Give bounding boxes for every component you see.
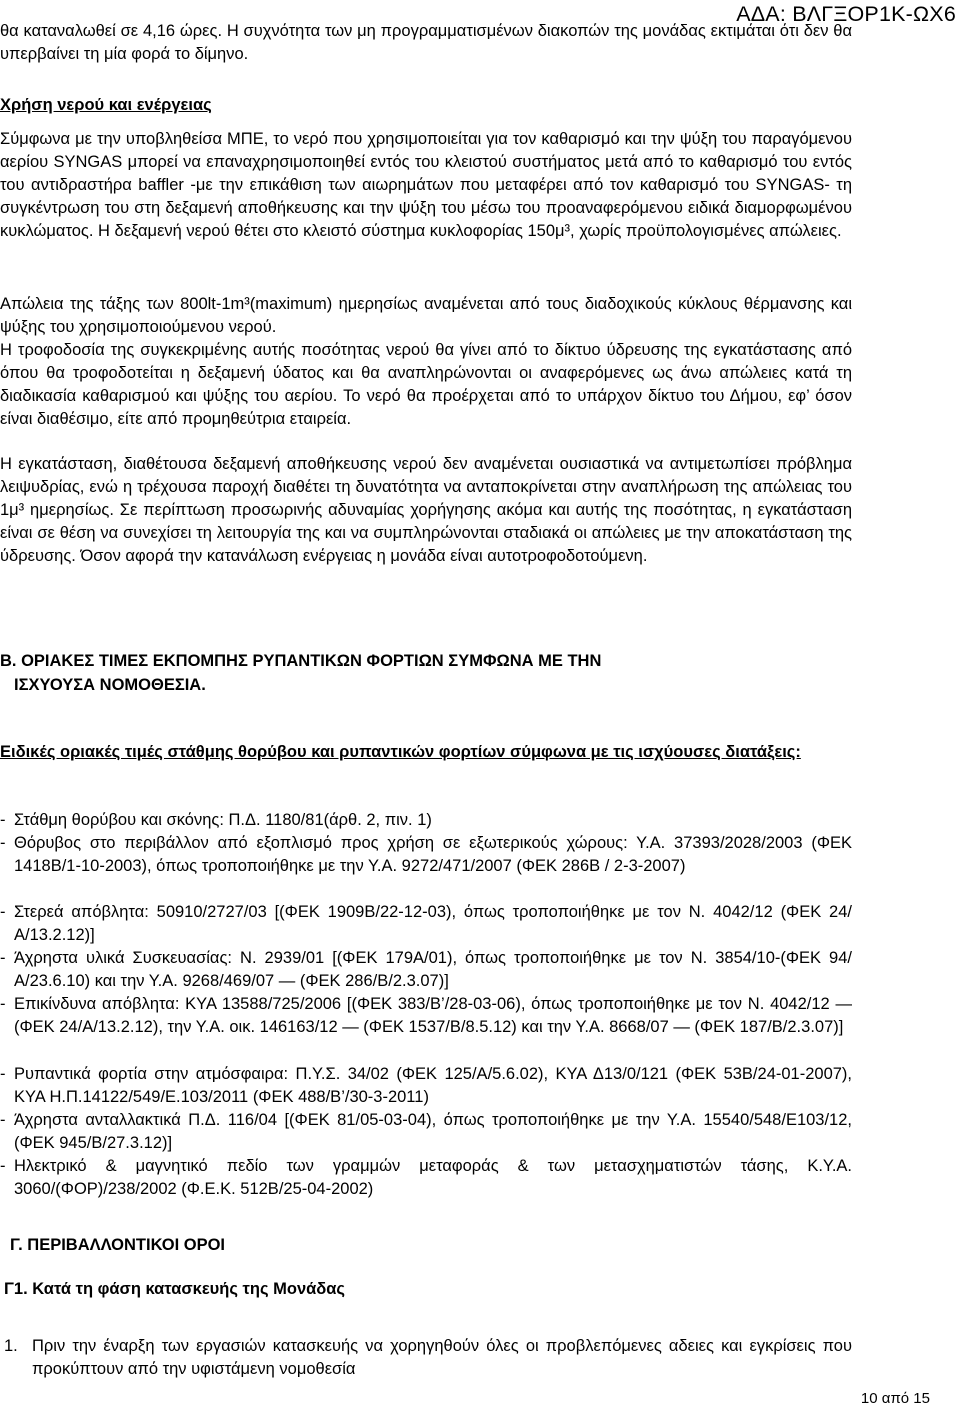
list-item: - Άχρηστα υλικά Συσκευασίας: Ν. 2939/01 [(ΦΕΚ 179Α/01), όπως τροποποιήθηκε με τον Ν. 3854/10-(ΦΕΚ 94/Α/23.6.10) και την Υ.Α. 9268/469/07 — (ΦΕΚ 286/Β/2.3.07)] [0,947,852,993]
section-b-title-line2: ΙΣΧΥΟΥΣΑ ΝΟΜΟΘΕΣΙΑ. [14,676,206,694]
list-item: - Στερεά απόβλητα: 50910/2727/03 [(ΦΕΚ 1909Β/22-12-03), όπως τροποποιήθηκε με τον Ν. 4042/12 (ΦΕΚ 24/Α/13.2.12)] [0,901,852,947]
list-item-text: Άχρηστα ανταλλακτικά Π.Δ. 116/04 [(ΦΕΚ 81/05-03-04), όπως τροποποιήθηκε με την Υ.Α. 15540/548/Ε103/12, (ΦΕΚ 945/Β/27.3.12)] [14,1111,852,1152]
list-item-text: Άχρηστα υλικά Συσκευασίας: Ν. 2939/01 [(ΦΕΚ 179Α/01), όπως τροποποιήθηκε με τον Ν. 3854/10-(ΦΕΚ 94/Α/23.6.10) και την Υ.Α. 9268/469/07 — (ΦΕΚ 286/Β/2.3.07)] [14,949,852,990]
list-item-text: Ηλεκτρικό & μαγνητικό πεδίο των γραμμών μεταφοράς & των μετασχηματιστών τάσης, Κ.Υ.Α. 3060/(ΦΟΡ)/238/2002 (Φ.Ε.Κ. 512Β/25-04-2002) [14,1157,852,1198]
water-energy-title: Χρήση νερού και ενέργειας [0,96,212,114]
list-item: - Άχρηστα ανταλλακτικά Π.Δ. 116/04 [(ΦΕΚ 81/05-03-04), όπως τροποποιήθηκε με την Υ.Α. 15540/548/Ε103/12, (ΦΕΚ 945/Β/27.3.12)] [0,1109,852,1155]
section-c1-title: Γ1. Κατά τη φάση κατασκευής της Μονάδας [4,1280,345,1298]
water-paragraph-1: Σύμφωνα με την υποβληθείσα ΜΠΕ, το νερό που χρησιμοποιείται για τον καθαρισμό και την ψύξη του παραγόμενου αερίου SYNGAS μπορεί να επαναχρησιμοποιηθεί εντός του κλειστού συστήματος μετά από το καθαρισμό του εντός του αντιδραστήρα baffler -με την επικάθιση των αιωρημάτων που μεταφέρει από τον καθαρισμό του SYNGAS- τη συγκέντρωση του στη δεξαμενή αποθήκευσης και την ψύξη του μέσω του προαναφερόμενου ειδικά διαμορφωμένου κυκλώματος. Η δεξαμενή νερού θέτει στο κλειστό σύστημα κυκλοφορίας 150μ³, χωρίς προϋπολογισμένες απώλειες. [0,130,852,240]
ada-code: ΑΔΑ: ΒΛΓΞΟΡ1Κ-ΩΧ6 [736,2,956,26]
section-b-subtitle: Ειδικές οριακές τιμές στάθμης θορύβου και ρυπαντικών φορτίων σύμφωνα με τις ισχύουσες διατάξεις: [0,743,801,761]
item-number: 1. [4,1337,18,1355]
water-paragraph-3: Η τροφοδοσία της συγκεκριμένης αυτής ποσότητας νερού θα γίνει από το δίκτυο ύδρευσης της εγκατάστασης από όπου θα τροφοδοτείται η δεξαμενή ύδατος και θα αναπληρώνονται οι αναφερόμενες ως άνω απώλειες κατά τη διαδικασία καθαρισμού και ψύξης του αερίου. Το νερό θα προέρχεται από το υπάρχον δίκτυο του Δήμου, εφ’ όσον είναι διαθέσιμο, είτε από προμηθεύτρια εταιρεία. [0,341,852,428]
list-item-text: Στερεά απόβλητα: 50910/2727/03 [(ΦΕΚ 1909Β/22-12-03), όπως τροποποιήθηκε με τον Ν. 4042/12 (ΦΕΚ 24/Α/13.2.12)] [14,903,852,944]
list-item-text: Στάθμη θορύβου και σκόνης: Π.Δ. 1180/81(άρθ. 2, πιν. 1) [14,811,432,829]
list-item-text: Θόρυβος στο περιβάλλον από εξοπλισμό προς χρήση σε εξωτερικούς χώρους: Υ.Α. 37393/2028/2003 (ΦΕΚ 1418Β/1-10-2003), όπως τροποποιήθηκε με την Υ.Α. 9272/471/2007 (ΦΕΚ 286Β / 2-3-2007) [14,834,852,875]
page-number: 10 από 15 [860,1390,930,1407]
list-item: - Θόρυβος στο περιβάλλον από εξοπλισμό προς χρήση σε εξωτερικούς χώρους: Υ.Α. 37393/2028/2003 (ΦΕΚ 1418Β/1-10-2003), όπως τροποποιήθηκε με την Υ.Α. 9272/471/2007 (ΦΕΚ 286Β / 2-3-2007) [0,832,852,878]
water-paragraph-2: Απώλεια της τάξης των 800lt-1m³(maximum) ημερησίως αναμένεται από τους διαδοχικούς κύκλους θέρμανσης και ψύξης του χρησιμοποιούμενου νερού. [0,295,852,336]
list-item: - Στάθμη θορύβου και σκόνης: Π.Δ. 1180/81(άρθ. 2, πιν. 1) [0,809,852,832]
list-item: - Ρυπαντικά φορτία στην ατμόσφαιρα: Π.Υ.Σ. 34/02 (ΦΕΚ 125/Α/5.6.02), ΚΥΑ Δ13/0/121 (ΦΕΚ 53Β/24-01-2007), ΚΥΑ Η.Π.14122/549/Ε.103/2011 (ΦΕΚ 488/Β’/30-3-2011) [0,1063,852,1109]
water-paragraph-4: Η εγκατάσταση, διαθέτουσα δεξαμενή αποθήκευσης νερού δεν αναμένεται ουσιαστικά να αντιμετωπίσει πρόβλημα λειψυδρίας, ενώ η τρέχουσα παροχή διαθέτει τη δυνατότητα να ανταποκρίνεται στην αναπλήρωση της απώλειας του 1μ³ ημερησίως. Σε περίπτωση προσωρινής αδυναμίας χορήγησης ακόμα και αυτής της ποσότητας, η εγκατάσταση είναι σε θέση να συνεχίσει τη λειτουργία της και να συμπληρώνονται σταδιακά οι απώλειες με την αποκατάσταση της ύδρευσης. Όσον αφορά την κατανάλωση ενέργειας η μονάδα είναι αυτοτροφοδοτούμενη. [0,455,852,565]
intro-paragraph: θα καταναλωθεί σε 4,16 ώρες. Η συχνότητα των μη προγραμματισμένων διακοπών της μονάδας εκτιμάται ότι δεν θα υπερβαίνει τη μία φορά το δίμηνο. [0,22,852,63]
numbered-item [4,1335,852,1381]
section-c-title: Γ. ΠΕΡΙΒΑΛΛΟΝΤΙΚΟΙ ΟΡΟΙ [10,1236,226,1254]
list-item-text: Ρυπαντικά φορτία στην ατμόσφαιρα: Π.Υ.Σ. 34/02 (ΦΕΚ 125/Α/5.6.02), ΚΥΑ Δ13/0/121 (ΦΕΚ 53Β/24-01-2007), ΚΥΑ Η.Π.14122/549/Ε.103/2011 (ΦΕΚ 488/Β’/30-3-2011) [14,1065,852,1106]
list-item-text: Επικίνδυνα απόβλητα: ΚΥΑ 13588/725/2006 [(ΦΕΚ 383/Β’/28-03-06), όπως τροποποιήθηκε με τον Ν. 4042/12 — (ΦΕΚ 24/Α/13.2.12), την Υ.Α. οικ. 146163/12 — (ΦΕΚ 1537/Β/8.5.12) και την Υ.Α. 8668/07 — (ΦΕΚ 187/Β/2.3.07)] [14,995,852,1036]
section-b-title-line1: Β. ΟΡΙΑΚΕΣ ΤΙΜΕΣ ΕΚΠΟΜΠΗΣ ΡΥΠΑΝΤΙΚΩΝ ΦΟΡΤΙΩΝ ΣΥΜΦΩΝΑ ΜΕ ΤΗΝ [0,652,602,670]
list-item: - Ηλεκτρικό & μαγνητικό πεδίο των γραμμών μεταφοράς & των μετασχηματιστών τάσης, Κ.Υ.Α. 3060/(ΦΟΡ)/238/2002 (Φ.Ε.Κ. 512Β/25-04-2002) [0,1155,852,1201]
item-text: Πριν την έναρξη των εργασιών κατασκευής να χορηγηθούν όλες οι προβλεπόμενες αδειες και εγκρίσεις που προκύπτουν από την υφιστάμενη νομοθεσία [32,1337,852,1378]
list-item: - Επικίνδυνα απόβλητα: ΚΥΑ 13588/725/2006 [(ΦΕΚ 383/Β’/28-03-06), όπως τροποποιήθηκε με τον Ν. 4042/12 — (ΦΕΚ 24/Α/13.2.12), την Υ.Α. οικ. 146163/12 — (ΦΕΚ 1537/Β/8.5.12) και την Υ.Α. 8668/07 — (ΦΕΚ 187/Β/2.3.07)] [0,993,852,1039]
